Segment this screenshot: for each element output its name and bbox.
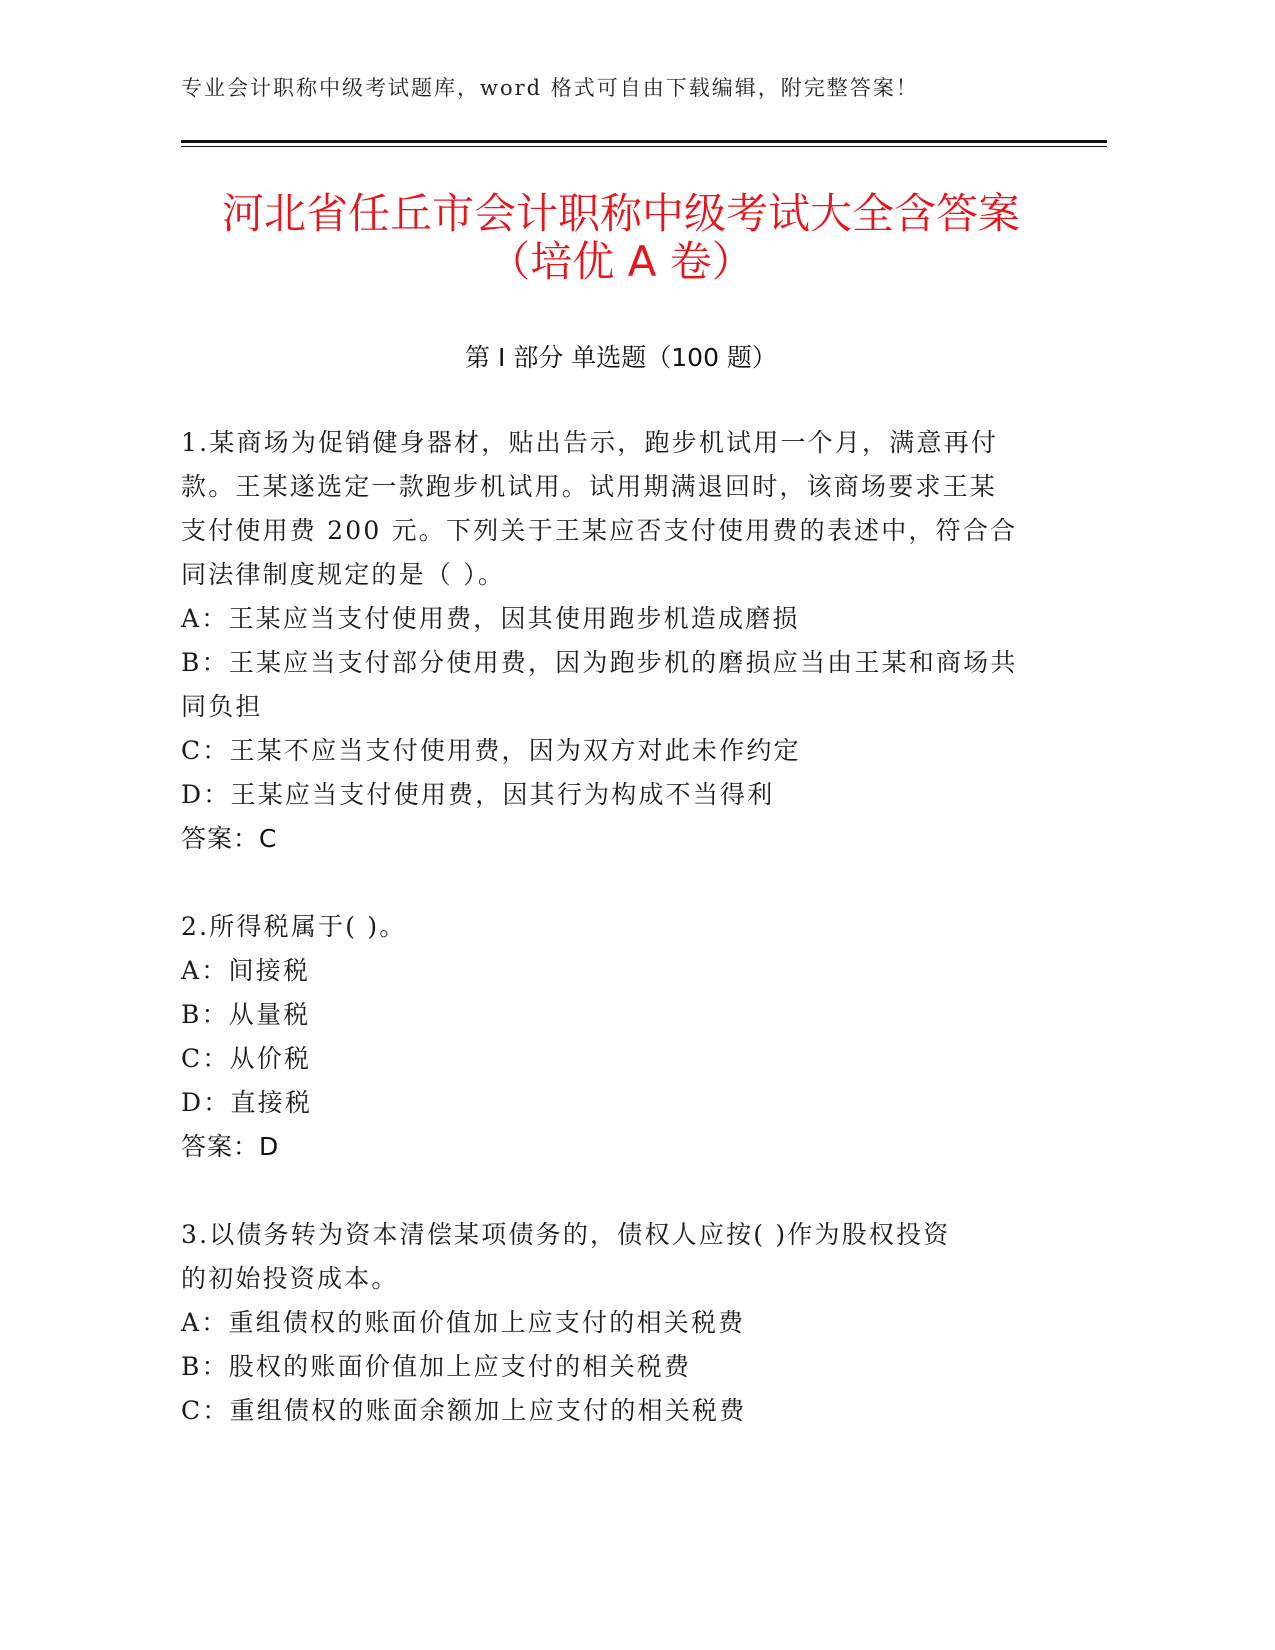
question-stem-line: 同法律制度规定的是（ ）。 (181, 560, 506, 589)
option-line: A：间接税 (181, 956, 311, 985)
option-line: 同负担 (181, 692, 263, 721)
header-rule-thick (181, 140, 1107, 143)
question-stem-line: 3.以债务转为资本清偿某项债务的，债权人应按( )作为股权投资 (181, 1220, 951, 1249)
option-line: C：从价税 (181, 1044, 312, 1073)
title-line-1: 河北省任丘市会计职称中级考试大全含答案 (221, 189, 1020, 238)
question-3 (181, 1213, 1031, 1433)
option-line: C：重组债权的账面余额加上应支付的相关税费 (181, 1396, 747, 1425)
option-line: D：直接税 (181, 1088, 313, 1117)
option-line: B：股权的账面价值加上应支付的相关税费 (181, 1352, 692, 1381)
option-line: C：王某不应当支付使用费，因为双方对此未作约定 (181, 736, 801, 765)
question-1 (181, 421, 1031, 861)
option-line: B：从量税 (181, 1000, 311, 1029)
question-stem-line: 款。王某遂选定一款跑步机试用。试用期满退回时，该商场要求王某 (181, 472, 998, 501)
option-line: D：王某应当支付使用费，因其行为构成不当得利 (181, 780, 775, 809)
section-heading: 第 I 部分 单选题（100 题） (465, 343, 777, 372)
question-2 (181, 905, 1031, 1169)
question-stem-line: 的初始投资成本。 (181, 1264, 399, 1293)
document-title (181, 190, 1061, 286)
question-stem-line: 1.某商场为促销健身器材，贴出告示，跑步机试用一个月，满意再付 (181, 428, 999, 457)
header-note: 专业会计职称中级考试题库，word 格式可自由下载编辑，附完整答案！ (181, 76, 919, 100)
answer-line: 答案：D (181, 1132, 280, 1161)
answer-line: 答案：C (181, 824, 278, 853)
question-stem-line: 2.所得税属于( )。 (181, 912, 407, 941)
option-line: B：王某应当支付部分使用费，因为跑步机的磨损应当由王某和商场共 (181, 648, 1018, 677)
option-line: A：重组债权的账面价值加上应支付的相关税费 (181, 1308, 746, 1337)
title-line-2: （培优 A 卷） (488, 237, 754, 286)
header-rule-thin (181, 146, 1107, 147)
option-line: A：王某应当支付使用费，因其使用跑步机造成磨损 (181, 604, 800, 633)
question-stem-line: 支付使用费 200 元。下列关于王某应否支付使用费的表述中，符合合 (181, 516, 1018, 545)
question-list (181, 421, 1031, 1477)
